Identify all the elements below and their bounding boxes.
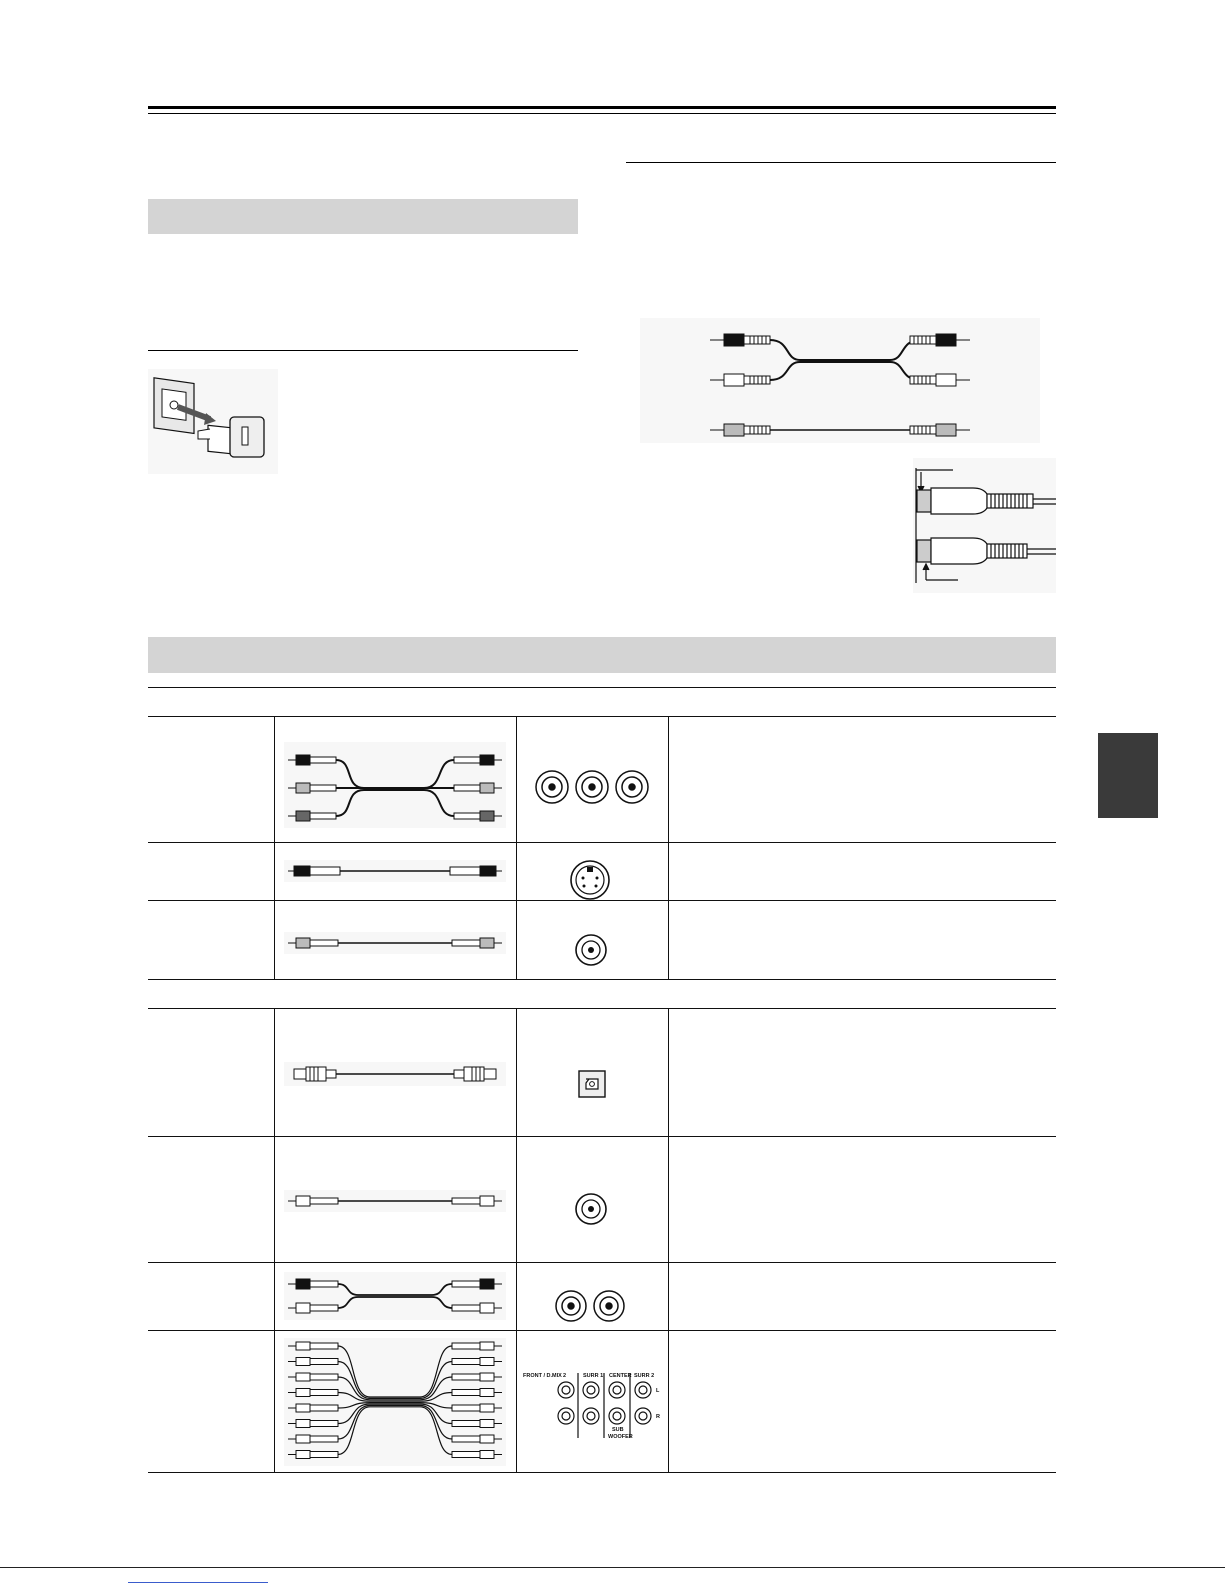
header-rule-thin	[148, 113, 1056, 114]
footer-rule	[0, 1567, 1225, 1568]
s-video-jack-icon	[568, 858, 612, 902]
optical-digital-cable-icon	[284, 1062, 506, 1086]
table-column-divider	[516, 1008, 517, 1472]
table-row-rule	[148, 842, 1056, 843]
composite-video-jack-icon	[574, 933, 608, 967]
coaxial-digital-jack-icon	[574, 1192, 608, 1226]
jack-label-front: FRONT / D.MIX	[523, 1373, 562, 1379]
coaxial-digital-cable-icon	[284, 1190, 506, 1212]
audio-section-rule	[148, 1008, 1056, 1009]
table-column-divider	[668, 1008, 669, 1472]
jack-label-l: L	[656, 1388, 660, 1394]
jack-label-sub: SUB	[612, 1427, 624, 1433]
jack-label-surr1: SURR 1	[583, 1373, 604, 1379]
jack-label-r: R	[656, 1414, 660, 1420]
table-row-rule	[148, 1330, 1056, 1331]
right-column-rule	[626, 162, 1056, 163]
section-heading-band	[148, 199, 578, 234]
table-column-divider	[668, 716, 669, 979]
table-heading-band	[148, 637, 1056, 673]
table-row-rule	[148, 1262, 1056, 1263]
table-column-divider	[516, 716, 517, 979]
plug-insertion-illustration	[913, 458, 1056, 593]
table-column-divider	[274, 1008, 275, 1472]
jack-label-woofer: WOOFER	[608, 1434, 633, 1440]
table-row-rule	[148, 716, 1056, 717]
optical-digital-jack-icon	[577, 1069, 607, 1099]
analog-audio-jacks-icon	[553, 1288, 629, 1324]
optical-port-illustration	[148, 369, 278, 474]
jack-label-front-num: 2	[563, 1373, 567, 1379]
table-column-divider	[274, 716, 275, 979]
table-row-rule	[148, 979, 1056, 980]
jack-label-center: CENTER	[609, 1373, 632, 1379]
component-video-jacks-icon	[530, 766, 654, 808]
multichannel-input-jacks-icon	[520, 1368, 664, 1440]
multichannel-audio-cable-icon	[284, 1338, 506, 1466]
analog-audio-cable-icon	[284, 1272, 506, 1320]
composite-video-cable-icon	[284, 932, 506, 954]
footer-link-underline[interactable]	[128, 1582, 268, 1583]
table-row-rule	[148, 1136, 1056, 1137]
chapter-side-tab	[1098, 733, 1158, 818]
header-rule-thick	[148, 106, 1056, 109]
component-video-cable-icon	[284, 742, 506, 828]
subsection-rule	[148, 350, 578, 351]
s-video-cable-icon	[284, 860, 506, 882]
video-section-rule	[148, 687, 1056, 688]
table-row-rule	[148, 1472, 1056, 1473]
jack-label-surr2: SURR 2	[634, 1373, 655, 1379]
analog-cables-illustration	[640, 318, 1040, 443]
